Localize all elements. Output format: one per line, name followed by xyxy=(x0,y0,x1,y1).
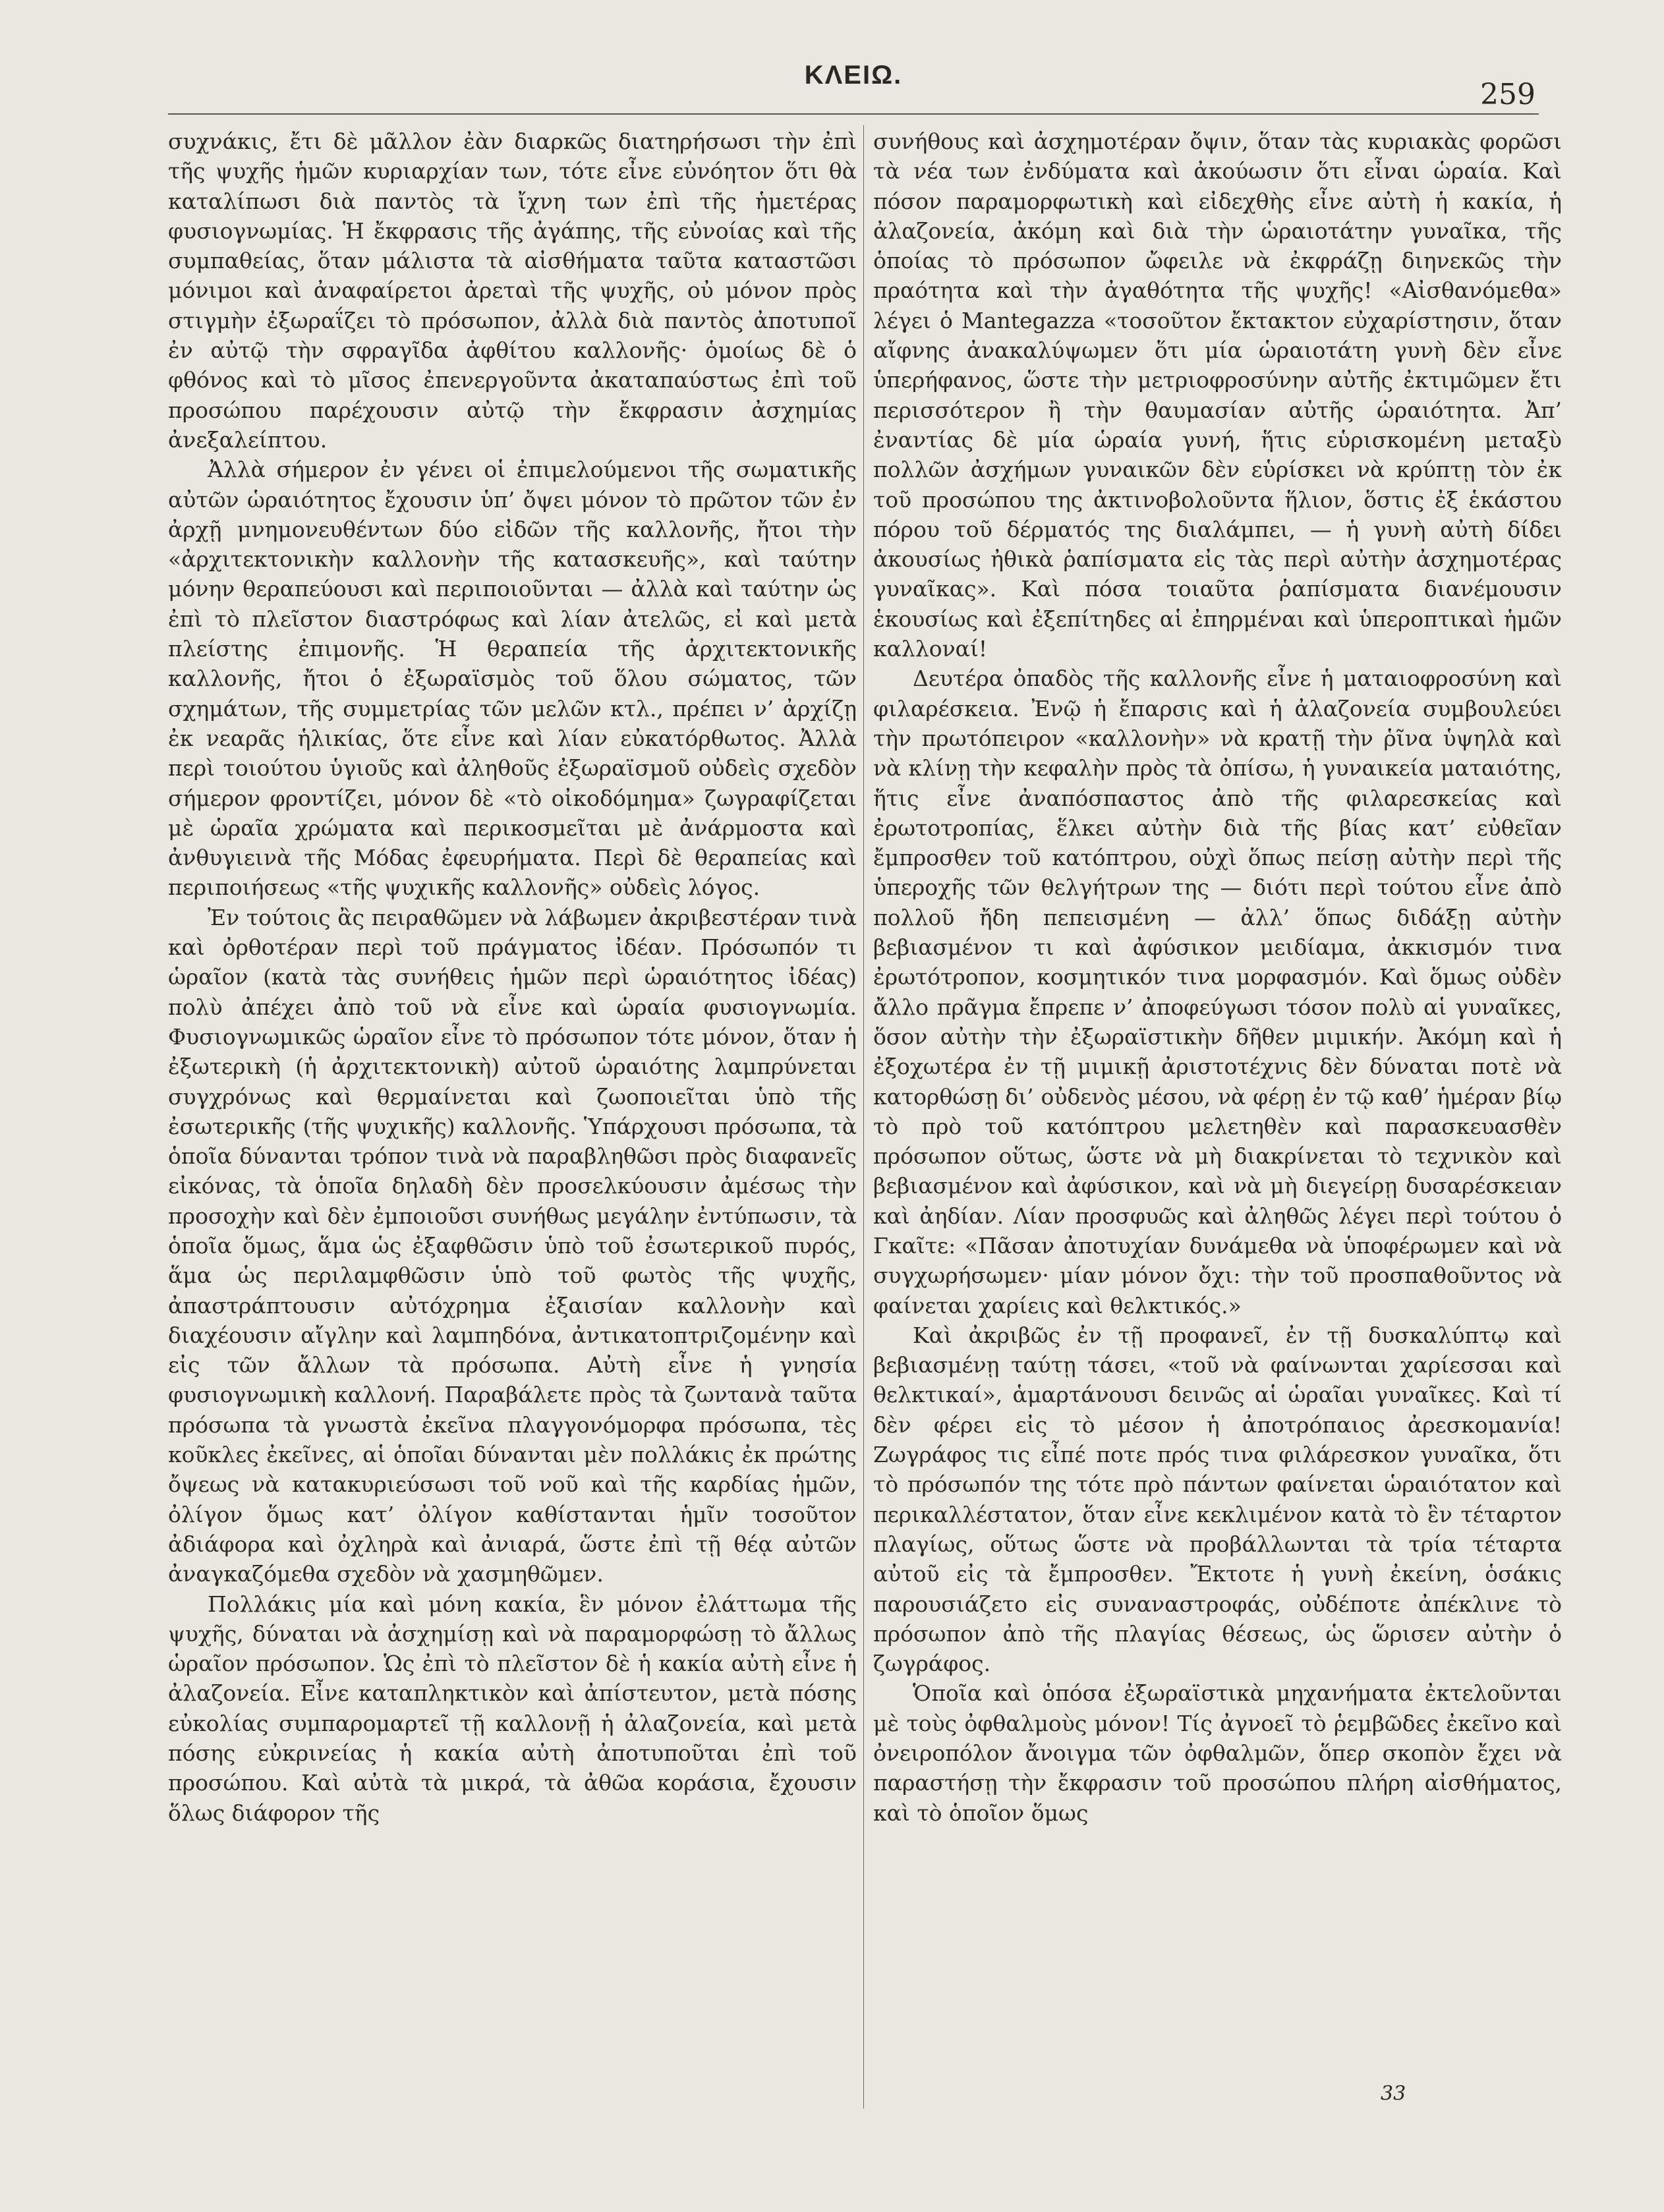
paragraph: Ἐν τούτοις ἂς πειραθῶμεν νὰ λάβωμεν ἀκριβεστέραν τινὰ καὶ ὀρθοτέραν περὶ τοῦ πράγματος ἰδέαν. Πρόσωπόν τι ὡραῖον (κατὰ τὰς συνήθεις ἡμῶν περὶ ὡραιότητος ἰδέας) πολὺ ἀπέχει ἀπὸ τοῦ νὰ εἶνε καὶ ὡραία φυσιογνωμία. Φυσιογνωμικῶς ὡραῖον εἶνε τὸ πρόσωπον τότε μόνον, ὅταν ἡ ἐξωτερικὴ (ἡ ἀρχιτεκτονικὴ) αὐτοῦ ὡραιότης λαμπρύνεται συγχρόνως καὶ θερμαίνεται καὶ ζωοποιεῖται ὑπὸ τῆς ἐσωτερικῆς (τῆς ψυχικῆς) καλλονῆς. Ὑπάρχουσι πρόσωπα, τὰ ὁποῖα δύνανται τρόπον τινὰ νὰ παραβληθῶσι πρὸς διαφανεῖς εἰκόνας, τὰ ὁποῖα δηλαδὴ δὲν προσελκύουσιν ἀμέσως τὴν προσοχὴν καὶ δὲν ἐμποιοῦσι συνήθως μεγάλην ἐντύπωσιν, τὰ ὁποῖα ὅμως, ἅμα ὡς ἐξαφθῶσιν ὑπὸ τοῦ ἐσωτερικοῦ πυρός, ἅμα ὡς περιλαμφθῶσιν ὑπὸ τοῦ φωτὸς τῆς ψυχῆς, ἀπαστράπτουσιν αὐτόχρημα ἐξαισίαν καλλονὴν καὶ διαχέουσιν αἴγλην καὶ λαμπηδόνα, ἀντικατοπτριζομένην καὶ εἰς τῶν ἄλλων τὰ πρόσωπα. Αὐτὴ εἶνε ἡ γνησία φυσιογνωμικὴ καλλονή. Παραβάλετε πρὸς τὰ ζωντανὰ ταῦτα πρόσωπα τὰ γνωστὰ ἐκεῖνα πλαγγονόμορφα πρόσωπα, τὲς κοῦκλες ἐκεῖνες, αἱ ὁποῖαι δύνανται μὲν πολλάκις ἐκ πρώτης ὄψεως νὰ κατακυριεύσωσι τοῦ νοῦ καὶ τῆς καρδίας ἡμῶν, ὀλίγον ὅμως κατ’ ὀλίγον καθίστανται ἡμῖν τοσοῦτον ἀδιάφορα καὶ ὀχληρὰ καὶ ἀνιαρά, ὥστε ἐπὶ τῇ θέᾳ αὐτῶν ἀναγκαζόμεθα σχεδὸν νὰ χασμηθῶμεν. xyxy=(168,904,857,1587)
paragraph: Πολλάκις μία καὶ μόνη κακία, ἓν μόνον ἐλάττωμα τῆς ψυχῆς, δύναται νὰ ἀσχημίσῃ καὶ νὰ παραμορφώσῃ τὸ ἄλλως ὡραῖον πρόσωπον. Ὡς ἐπὶ τὸ πλεῖστον δὲ ἡ κακία αὐτὴ εἶνε ἡ ἀλαζονεία. Εἶνε καταπληκτικὸν καὶ ἀπίστευτον, μετὰ πόσης εὐκολίας συμπαρομαρτεῖ τῇ καλλονῇ ἡ ἀλαζονεία, καὶ μετὰ πόσης εὐκρινείας ἡ κακία αὐτὴ ἀποτυποῦται ἐπὶ τοῦ προσώπου. Καὶ αὐτὰ τὰ μικρά, τὰ ἀθῶα κοράσια, ἔχουσιν ὅλως διάφορον τῆς xyxy=(168,1591,857,1826)
page-header xyxy=(171,61,1535,113)
column-divider xyxy=(863,125,864,2109)
running-title: ΚΛΕΙΩ. xyxy=(804,61,903,90)
header-rule xyxy=(168,113,1539,115)
signature-mark: 33 xyxy=(1381,2082,1406,2105)
page-number: 259 xyxy=(1480,78,1535,111)
paragraph: συχνάκις, ἔτι δὲ μᾶλλον ἐὰν διαρκῶς διατηρήσωσι τὴν ἐπὶ τῆς ψυχῆς ἡμῶν κυριαρχίαν των, τότε εἶνε εὐνόητον ὅτι θὰ καταλίπωσι διὰ παντὸς τὰ ἴχνη των ἐπὶ τῆς ἡμετέρας φυσιογνωμίας. Ἡ ἔκφρασις τῆς ἀγάπης, τῆς εὐνοίας καὶ τῆς συμπαθείας, ὅταν μάλιστα τὰ αἰσθήματα ταῦτα καταστῶσι μόνιμοι καὶ ἀναφαίρετοι ἀρεταὶ τῆς ψυχῆς, οὐ μόνον πρὸς στιγμὴν ἐξωραΐζει τὸ πρόσωπον, ἀλλὰ διὰ παντὸς ἀποτυποῖ ἐν αὐτῷ τὴν σφραγῖδα ἀφθίτου καλλονῆς· ὁμοίως δὲ ὁ φθόνος καὶ τὸ μῖσος ἐπενεργοῦντα ἀκαταπαύστως ἐπὶ τοῦ προσώπου παρέχουσιν αὐτῷ τὴν ἔκφρασιν ἀσχημίας ἀνεξαλείπτου. xyxy=(168,128,857,453)
left-column xyxy=(168,127,857,1828)
paragraph: Δευτέρα ὀπαδὸς τῆς καλλονῆς εἶνε ἡ ματαιοφροσύνη καὶ φιλαρέσκεια. Ἐνῷ ἡ ἔπαρσις καὶ ἡ ἀλαζονεία συμβουλεύει τὴν πρωτόπειρον «καλλονὴν» νὰ κρατῇ τὴν ῥῖνα ὑψηλὰ καὶ νὰ κλίνῃ τὴν κεφαλὴν πρὸς τὰ ὀπίσω, ἡ γυναικεία ματαιότης, ἥτις εἶνε ἀναπόσπαστος ἀπὸ τῆς φιλαρεσκείας καὶ ἐρωτοτροπίας, ἕλκει αὐτὴν διὰ τῆς βίας κατ’ εὐθεῖαν ἔμπροσθεν τοῦ κατόπτρου, οὐχὶ ὅπως πείσῃ αὐτὴν περὶ τῆς ὑπεροχῆς τῶν θελγήτρων της — διότι περὶ τούτου εἶνε ἀπὸ πολλοῦ ἤδη πεπεισμένη — ἀλλ’ ὅπως διδάξῃ αὐτὴν βεβιασμένον τι καὶ ἀφύσικον μειδίαμα, ἀκκισμόν τινα ἐρωτότροπον, κοσμητικόν τινα μορφασμόν. Καὶ ὅμως οὐδὲν ἄλλο πρᾶγμα ἔπρεπε ν’ ἀποφεύγωσι τόσον πολὺ αἱ γυναῖκες, ὅσον αὐτὴν τὴν ἐξωραϊστικὴν δῆθεν μιμικήν. Ἀκόμη καὶ ἡ ἐξοχωτέρα ἐν τῇ μιμικῇ ἀριστοτέχνις δὲν δύναται ποτὲ νὰ κατορθώσῃ δι’ οὐδενὸς μέσου, νὰ φέρῃ ἐν τῷ καθ’ ἡμέραν βίῳ τὸ πρὸ τοῦ κατόπτρου μελετηθὲν καὶ παρασκευασθὲν πρόσωπον οὕτως, ὥστε νὰ μὴ διακρίνεται τὸ τεχνικὸν καὶ βεβιασμένον καὶ ἀφύσικον, καὶ νὰ μὴ διεγείρῃ δυσαρέσκειαν καὶ ἀηδίαν. Λίαν προσφυῶς καὶ ἀληθῶς λέγει περὶ τούτου ὁ Γκαῖτε: «Πᾶσαν ἀποτυχίαν δυνάμεθα νὰ ὑποφέρωμεν καὶ νὰ συγχωρήσωμεν· μίαν μόνον ὄχι: τὴν τοῦ προσπαθοῦντος νὰ φαίνεται χαρίεις καὶ θελκτικός.» xyxy=(873,666,1562,1319)
paragraph: συνήθους καὶ ἀσχημοτέραν ὄψιν, ὅταν τὰς κυριακὰς φορῶσι τὰ νέα των ἐνδύματα καὶ ἀκούωσιν ὅτι εἶναι ὡραία. Καὶ πόσον παραμορφωτικὴ καὶ εἰδεχθὴς εἶνε αὐτὴ ἡ κακία, ἡ ἀλαζονεία, ἀκόμη καὶ διὰ τὴν ὡραιοτάτην γυναῖκα, τῆς ὁποίας τὸ πρόσωπον ὤφειλε νὰ ἐκφράζῃ διηνεκῶς τὴν πραότητα καὶ τὴν ἀγαθότητα τῆς ψυχῆς! «Αἰσθανόμεθα» λέγει ὁ Mantegazza «τοσοῦτον ἔκτακτον εὐχαρίστησιν, ὅταν αἴφνης ἀνακαλύψωμεν ὅτι μία ὡραιοτάτη γυνὴ δὲν εἶνε ὑπερήφανος, ὥστε τὴν μετριοφροσύνην αὐτῆς ἐκτιμῶμεν ἔτι περισσότερον ἢ τὴν θαυμασίαν αὐτῆς ὡραιότητα. Ἀπ’ ἐναντίας δὲ μία ὡραία γυνή, ἥτις εὑρισκομένη μεταξὺ πολλῶν ἀσχήμων γυναικῶν δὲν εὑρίσκει νὰ κρύπτῃ τὸν ἐκ τοῦ προσώπου της ἀκτινοβολοῦντα ἥλιον, ὅστις ἐξ ἑκάστου πόρου τοῦ δέρματός της διαλάμπει, — ἡ γυνὴ αὐτὴ δίδει ἀκουσίως ἠθικὰ ῥαπίσματα εἰς τὰς περὶ αὐτὴν ἀσχημοτέρας γυναῖκας». Καὶ πόσα τοιαῦτα ῥαπίσματα διανέμουσιν ἑκουσίως καὶ ἐξεπίτηδες αἱ ἐπηρμέναι καὶ ὑπεροπτικαὶ ἡμῶν καλλοναί! xyxy=(873,128,1562,662)
paragraph: Καὶ ἀκριβῶς ἐν τῇ προφανεῖ, ἐν τῇ δυσκαλύπτῳ καὶ βεβιασμένῃ ταύτῃ τάσει, «τοῦ νὰ φαίνωνται χαρίεσσαι καὶ θελκτικαί», ἁμαρτάνουσι δεινῶς αἱ ὡραῖαι γυναῖκες. Καὶ τί δὲν φέρει εἰς τὸ μέσον ἡ ἀποτρόπαιος ἀρεσκομανία! Ζωγράφος τις εἶπέ ποτε πρός τινα φιλάρεσκον γυναῖκα, ὅτι τὸ πρόσωπόν της τότε πρὸ πάντων φαίνεται ὡραιότατον καὶ περικαλλέστατον, ὅταν εἶνε κεκλιμένον κατὰ τὸ ἓν τέταρτον πλαγίως, οὕτως ὥστε νὰ προβάλλωνται τὰ τρία τέταρτα αὐτοῦ εἰς τὰ ἔμπροσθεν. Ἔκτοτε ἡ γυνὴ ἐκείνη, ὁσάκις παρουσιάζετο εἰς συναναστροφάς, οὐδέποτε ἀπέκλινε τὸ πρόσωπον ἀπὸ τῆς πλαγίας θέσεως, ὡς ὥρισεν αὐτὴν ὁ ζωγράφος. xyxy=(873,1322,1562,1677)
right-column xyxy=(873,127,1562,1828)
paragraph: Ὁποῖα καὶ ὁπόσα ἐξωραϊστικὰ μηχανήματα ἐκτελοῦνται μὲ τοὺς ὀφθαλμοὺς μόνον! Τίς ἀγνοεῖ τὸ ῥεμβῶδες ἐκεῖνο καὶ ὀνειροπόλον ἄνοιγμα τῶν ὀφθαλμῶν, ὅπερ σκοπὸν ἔχει νὰ παραστήσῃ τὴν ἔκφρασιν τοῦ προσώπου πλήρη αἰσθήματος, καὶ τὸ ὁποῖον ὅμως xyxy=(873,1680,1562,1826)
paragraph: Ἀλλὰ σήμερον ἐν γένει οἱ ἐπιμελούμενοι τῆς σωματικῆς αὐτῶν ὡραιότητος ἔχουσιν ὑπ’ ὄψει μόνον τὸ πρῶτον τῶν ἐν ἀρχῇ μνημονευθέντων δύο εἰδῶν τῆς καλλονῆς, ἤτοι τὴν «ἀρχιτεκτονικὴν καλλονὴν τῆς κατασκευῆς», καὶ ταύτην μόνην θεραπεύουσι καὶ περιποιοῦνται — ἀλλὰ καὶ ταύτην ὡς ἐπὶ τὸ πλεῖστον διαστρόφως καὶ λίαν ἀτελῶς, εἰ καὶ μετὰ πλείστης ἐπιμονῆς. Ἡ θεραπεία τῆς ἀρχιτεκτονικῆς καλλονῆς, ἤτοι ὁ ἐξωραϊσμὸς τοῦ ὅλου σώματος, τῶν σχημάτων, τῆς συμμετρίας τῶν μελῶν κτλ., πρέπει ν’ ἀρχίζῃ ἐκ νεαρᾶς ἡλικίας, ὅτε εἶνε καὶ λίαν εὐκατόρθωτος. Ἀλλὰ περὶ τοιούτου ὑγιοῦς καὶ ἀληθοῦς ἐξωραϊσμοῦ οὐδεὶς σχεδὸν σήμερον φροντίζει, μόνον δὲ «τὸ οἰκοδόμημα» ζωγραφίζεται μὲ ὡραῖα χρώματα καὶ περικοσμεῖται μὲ ἀνάρμοστα καὶ ἀνθυγιεινὰ τῆς Μόδας ἐφευρήματα. Περὶ δὲ θεραπείας καὶ περιποιήσεως «τῆς ψυχικῆς καλλονῆς» οὐδεὶς λόγος. xyxy=(168,457,857,901)
